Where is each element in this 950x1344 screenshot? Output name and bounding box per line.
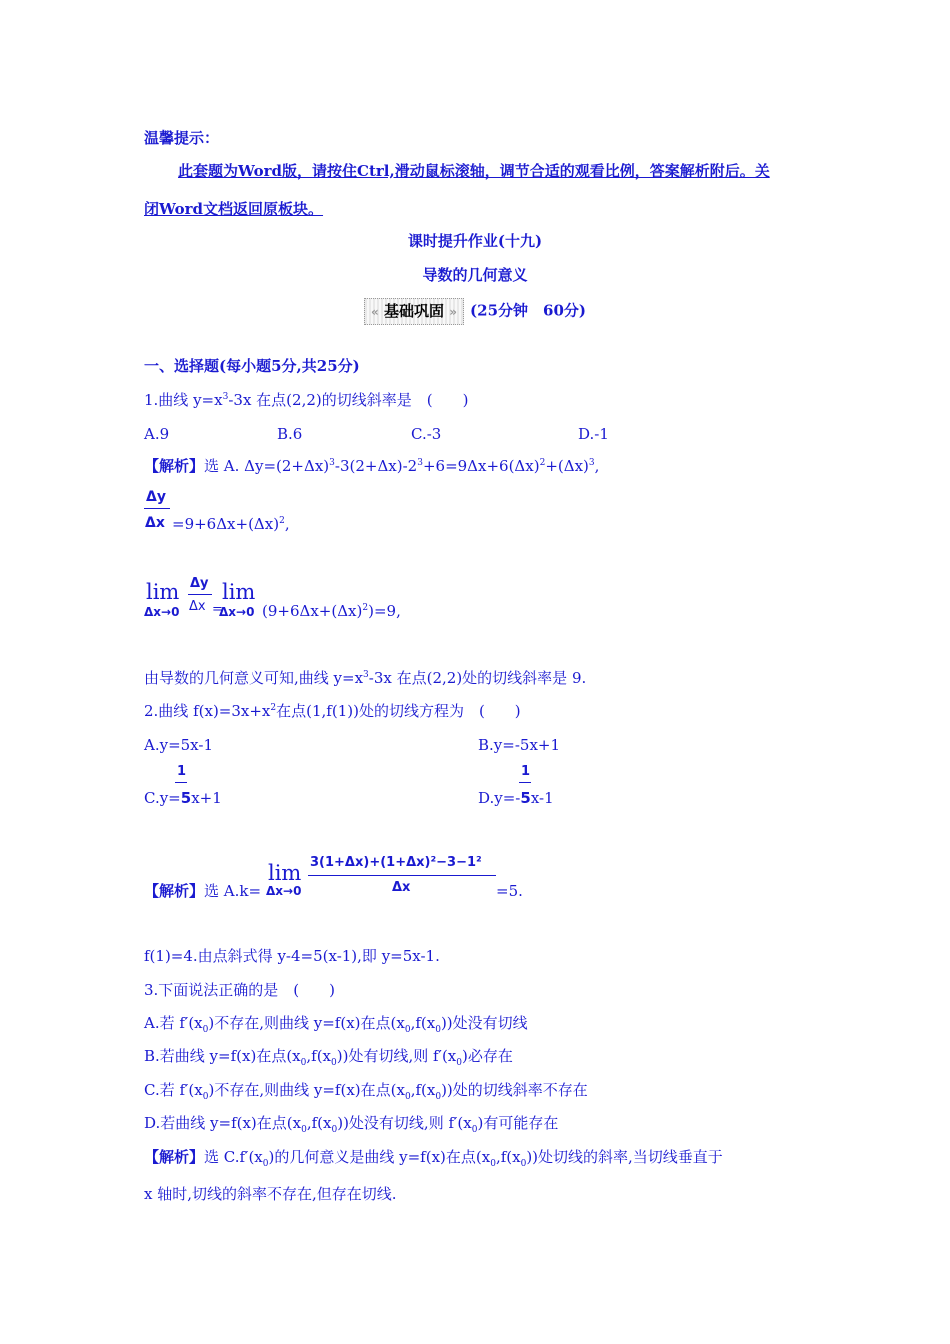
q1-lim-2-sub: Δx→0 [219, 605, 255, 619]
q3-analysis: 【解析】选 $C.f'(x_0)$的几何意义是曲线 y=f(x)在点$(x_0,f(x_0))$处切线的斜率,当切线垂直于 [144, 1148, 723, 1169]
q2-c-frac-bar [175, 782, 187, 783]
question-2-stem: 2.曲线 $f(x)=3x+x^2$在点(1,f(1))处的切线方程为 ( ) [144, 702, 521, 720]
q2-option-b: B.y=-5x+1 [478, 736, 561, 754]
q2-d-frac-bar [519, 782, 531, 783]
q3-option-c: C.若 $f'(x_0)$不存在,则曲线 y=f(x)在点$(x_0,f(x_0))$处的切线斜率不存在 [144, 1081, 588, 1102]
q3-option-b: B.若曲线 y=f(x)在点$(x_0,f(x_0))$处有切线,则 $f'(x_0)$必存在 [144, 1047, 513, 1068]
q1-analysis: 【解析】选 A. $\Delta y=(2+\Delta x)^3-3(2+\Delta x)-2^3+6=9\Delta x+6(\Delta x)^2+(\Delta x)^3$, [144, 457, 600, 475]
q1-option-a: A.9 [144, 425, 170, 443]
time-score: (25分钟 60分) [470, 301, 586, 320]
notice-title: 温馨提示： [144, 129, 220, 147]
q1-option-d: D.-1 [578, 425, 609, 443]
q1-lim-1: lim [146, 580, 180, 604]
q2-option-d: D.y=-5x-1 [478, 789, 554, 807]
q3-option-a: A.若 $f'(x_0)$不存在,则曲线 y=f(x)在点$(x_0,f(x_0))$处没有切线 [144, 1014, 528, 1035]
q1-lim-2: lim [222, 580, 256, 604]
q2-follow: f(1)=4.由点斜式得 y-4=5(x-1),即 y=5x-1. [144, 947, 440, 965]
q1-lim-frac-num: Δy [190, 576, 209, 591]
notice-line-2: 闭Word文档返回原板块。 [144, 200, 324, 218]
q1-option-c: C.-3 [411, 425, 442, 443]
q3-analysis-2: x 轴时,切线的斜率不存在,但存在切线. [144, 1185, 397, 1203]
q2-big-denominator: Δx [392, 880, 411, 895]
q1-frac-denominator: Δx [145, 515, 165, 531]
q2-d-frac-num: 1 [521, 764, 531, 779]
q1-lim-frac-den: Δx [189, 599, 206, 614]
assignment-title: 课时提升作业(十九) [407, 232, 543, 250]
q2-lim-sub: Δx→0 [266, 884, 302, 898]
q1-ratio-rest: $=9+6\Delta x+(\Delta x)^2$, [172, 515, 290, 533]
q2-result: =5. [496, 882, 523, 900]
q1-lim-frac-bar [188, 594, 212, 595]
part-heading: 一、选择题(每小题5分,共25分) [144, 357, 360, 375]
q1-lim-rest: $(9+6\Delta x+(\Delta x)^2)=9$, [262, 602, 401, 620]
section-header [0, 298, 950, 325]
q2-option-c: C.y=5x+1 [144, 789, 222, 807]
notice-line-1: 此套题为Word版，请按住Ctrl,滑动鼠标滚轴，调节合适的观看比例，答案解析附后。关 [178, 162, 770, 180]
section-badge: « 基础巩固 » [364, 298, 464, 325]
question-3-stem: 3.下面说法正确的是 ( ) [144, 981, 336, 999]
q2-big-bar [308, 875, 496, 876]
topic-title: 导数的几何意义 [422, 266, 528, 284]
q2-lim: lim [268, 861, 302, 885]
q2-analysis-lead: 【解析】选 A.k= [144, 882, 262, 900]
q1-option-b: B.6 [277, 425, 303, 443]
q1-frac-bar [144, 508, 170, 509]
q1-lim-1-sub: Δx→0 [144, 605, 180, 619]
q2-c-frac-num: 1 [177, 764, 187, 779]
question-1-stem: 1.曲线 $y=x^3-3x$ 在点(2,2)的切线斜率是 ( ) [144, 391, 469, 409]
q1-conclusion: 由导数的几何意义可知,曲线 $y=x^3-3x$ 在点(2,2)处的切线斜率是 9. [144, 669, 587, 687]
q1-frac-numerator: Δy [146, 489, 166, 505]
q3-option-d: D.若曲线 y=f(x)在点$(x_0,f(x_0))$处没有切线,则 $f'(x_0)$有可能存在 [144, 1114, 559, 1135]
q2-big-numerator: 3(1+Δx)+(1+Δx)²−3−1² [310, 855, 482, 870]
q1-lim-eq: = [212, 602, 223, 617]
q2-option-a: A.y=5x-1 [144, 736, 213, 754]
